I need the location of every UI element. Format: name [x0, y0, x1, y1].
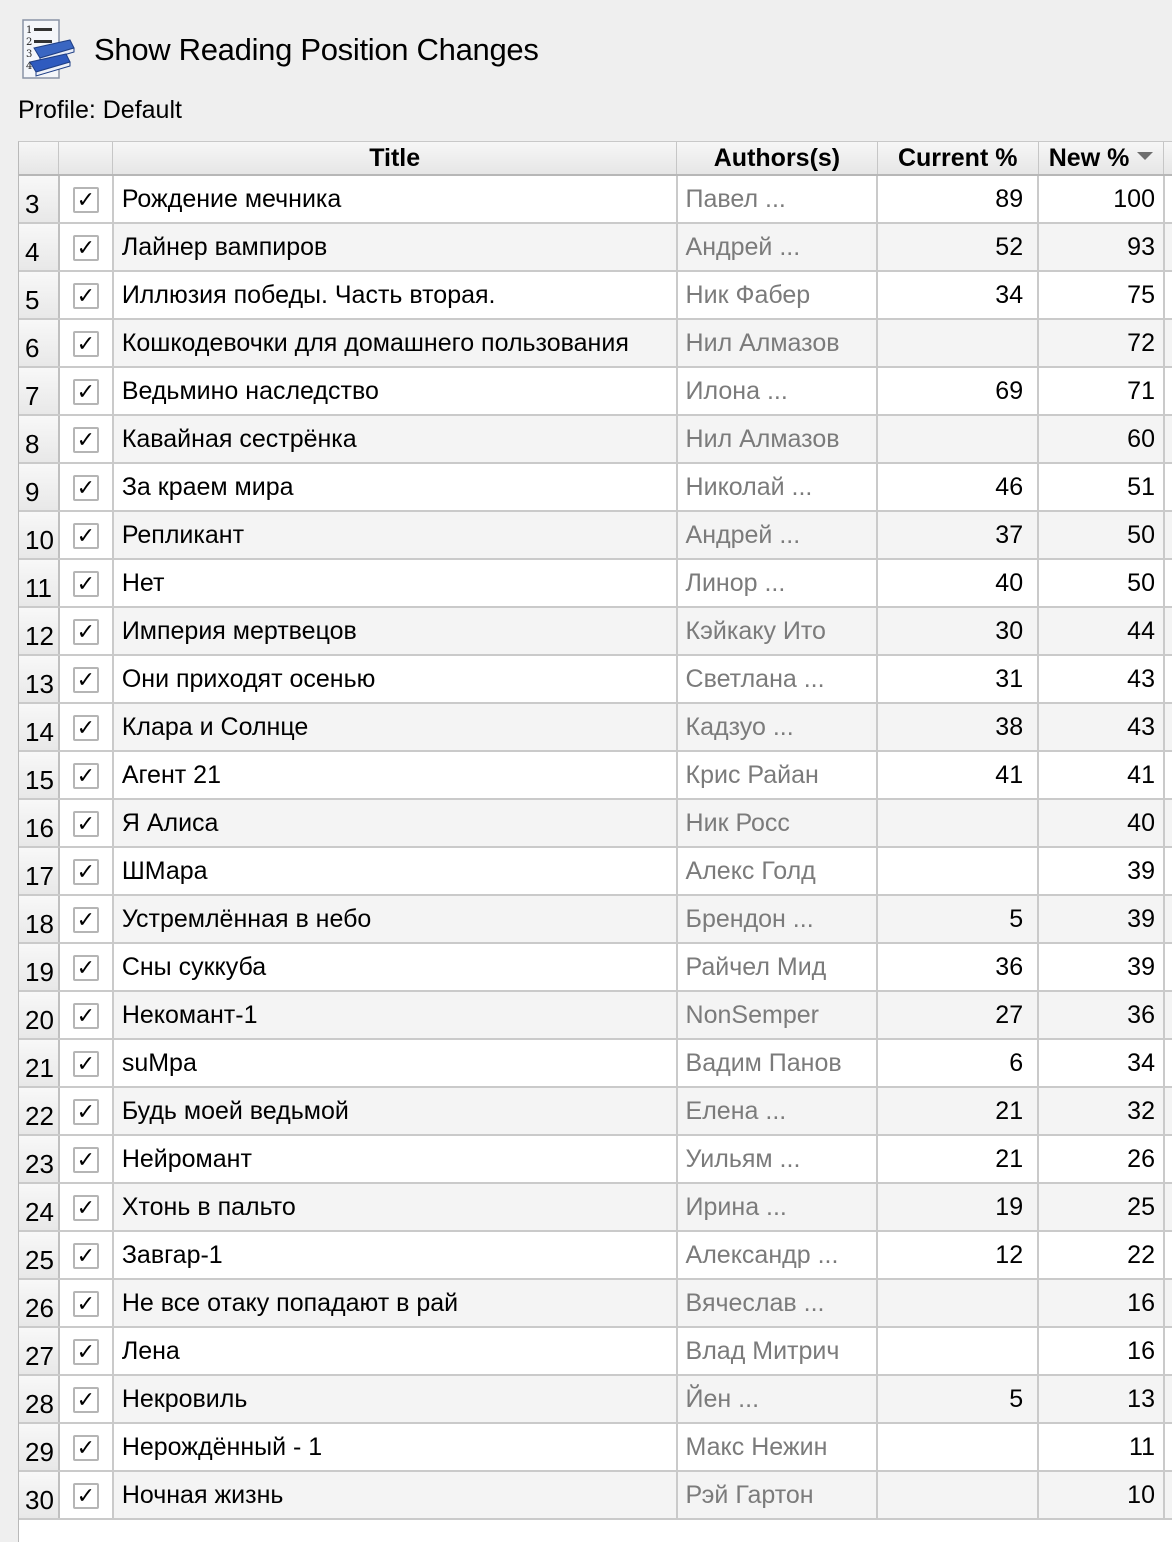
row-current-percent[interactable]: 5	[877, 895, 1038, 943]
row-title[interactable]: Нерождённый - 1	[113, 1423, 677, 1471]
row-title[interactable]: Завгар-1	[113, 1231, 677, 1279]
numbered-books-icon	[20, 18, 78, 82]
row-filler	[1164, 415, 1172, 463]
row-checkbox-cell[interactable]	[59, 1375, 113, 1423]
row-checkbox[interactable]: ✓	[73, 1195, 99, 1221]
row-new-percent[interactable]: 32	[1038, 1087, 1164, 1135]
row-current-percent[interactable]: 31	[877, 655, 1038, 703]
row-title[interactable]: Агент 21	[113, 751, 677, 799]
row-filler	[1164, 1471, 1172, 1519]
row-filler	[1164, 1375, 1172, 1423]
row-number[interactable]: 21	[19, 1039, 59, 1087]
row-new-percent[interactable]: 51	[1038, 463, 1164, 511]
row-author[interactable]: Макс Нежин	[677, 1423, 878, 1471]
row-checkbox[interactable]: ✓	[73, 1339, 99, 1365]
row-checkbox-cell[interactable]	[59, 1279, 113, 1327]
row-new-percent[interactable]: 26	[1038, 1135, 1164, 1183]
table-row[interactable]	[19, 367, 1172, 415]
column-header-check[interactable]	[59, 142, 113, 175]
row-number[interactable]: 16	[19, 799, 59, 847]
row-number[interactable]: 29	[19, 1423, 59, 1471]
row-checkbox-cell[interactable]	[59, 463, 113, 511]
row-filler	[1164, 1183, 1172, 1231]
row-filler	[1164, 1135, 1172, 1183]
row-checkbox[interactable]: ✓	[73, 1051, 99, 1077]
row-filler	[1164, 799, 1172, 847]
row-title[interactable]: Клара и Солнце	[113, 703, 677, 751]
column-header-current[interactable]: Current %	[877, 142, 1038, 175]
row-current-percent[interactable]: 27	[877, 991, 1038, 1039]
row-new-percent[interactable]: 25	[1038, 1183, 1164, 1231]
table-row[interactable]	[19, 1279, 1172, 1327]
row-current-percent[interactable]: 6	[877, 1039, 1038, 1087]
table-row[interactable]	[19, 847, 1172, 895]
row-current-percent[interactable]	[877, 1279, 1038, 1327]
row-checkbox-cell[interactable]	[59, 1135, 113, 1183]
dialog-title: Show Reading Position Changes	[94, 32, 539, 67]
row-current-percent[interactable]: 40	[877, 559, 1038, 607]
row-author[interactable]: Йен ...	[677, 1375, 878, 1423]
row-checkbox[interactable]: ✓	[73, 235, 99, 261]
row-filler	[1164, 1279, 1172, 1327]
table-row[interactable]	[19, 1039, 1172, 1087]
row-number[interactable]: 9	[19, 463, 59, 511]
row-author[interactable]: Кэйкаку Ито	[677, 607, 878, 655]
row-number[interactable]: 28	[19, 1375, 59, 1423]
row-author[interactable]: Николай ...	[677, 463, 878, 511]
row-number[interactable]: 15	[19, 751, 59, 799]
table-row[interactable]	[19, 175, 1172, 223]
row-current-percent[interactable]: 69	[877, 367, 1038, 415]
reading-position-table[interactable]	[18, 141, 1172, 1542]
row-author[interactable]: Александр ...	[677, 1231, 878, 1279]
row-author[interactable]: Илона ...	[677, 367, 878, 415]
row-number[interactable]: 24	[19, 1183, 59, 1231]
row-checkbox[interactable]: ✓	[73, 187, 99, 213]
row-new-percent[interactable]: 16	[1038, 1279, 1164, 1327]
row-current-percent[interactable]: 36	[877, 943, 1038, 991]
table-row[interactable]	[19, 1327, 1172, 1375]
row-checkbox-cell[interactable]	[59, 895, 113, 943]
table-row[interactable]	[19, 1183, 1172, 1231]
row-author[interactable]: Андрей ...	[677, 511, 878, 559]
row-title[interactable]: Они приходят осенью	[113, 655, 677, 703]
row-author[interactable]: Вадим Панов	[677, 1039, 878, 1087]
row-current-percent[interactable]: 34	[877, 271, 1038, 319]
row-author[interactable]: Кадзуо ...	[677, 703, 878, 751]
row-filler	[1164, 751, 1172, 799]
row-checkbox[interactable]: ✓	[73, 571, 99, 597]
table-header-row	[19, 142, 1172, 175]
row-number[interactable]: 18	[19, 895, 59, 943]
row-current-percent[interactable]: 52	[877, 223, 1038, 271]
row-author[interactable]: NonSemper	[677, 991, 878, 1039]
row-new-percent[interactable]: 39	[1038, 895, 1164, 943]
row-checkbox-cell[interactable]	[59, 751, 113, 799]
row-current-percent[interactable]: 12	[877, 1231, 1038, 1279]
svg-text:4: 4	[26, 61, 33, 72]
profile-label: Profile: Default	[18, 96, 182, 124]
row-checkbox-cell[interactable]	[59, 1087, 113, 1135]
row-number[interactable]: 6	[19, 319, 59, 367]
row-checkbox-cell[interactable]	[59, 271, 113, 319]
row-title[interactable]: За краем мира	[113, 463, 677, 511]
row-checkbox[interactable]: ✓	[73, 331, 99, 357]
table-row[interactable]	[19, 1423, 1172, 1471]
row-new-percent[interactable]: 16	[1038, 1327, 1164, 1375]
row-title[interactable]: suMpa	[113, 1039, 677, 1087]
row-checkbox-cell[interactable]	[59, 799, 113, 847]
table-row[interactable]	[19, 1231, 1172, 1279]
row-number[interactable]: 17	[19, 847, 59, 895]
column-header-new-label: New %	[1048, 143, 1130, 172]
row-checkbox[interactable]: ✓	[73, 1099, 99, 1125]
row-number[interactable]: 7	[19, 367, 59, 415]
row-current-percent[interactable]	[877, 1327, 1038, 1375]
row-current-percent[interactable]: 89	[877, 175, 1038, 223]
row-filler	[1164, 319, 1172, 367]
row-author[interactable]: Вячеслав ...	[677, 1279, 878, 1327]
row-author[interactable]: Нил Алмазов	[677, 319, 878, 367]
row-current-percent[interactable]: 37	[877, 511, 1038, 559]
row-filler	[1164, 367, 1172, 415]
row-number[interactable]: 8	[19, 415, 59, 463]
table-row[interactable]	[19, 319, 1172, 367]
row-new-percent[interactable]: 10	[1038, 1471, 1164, 1519]
row-filler	[1164, 559, 1172, 607]
sort-descending-icon	[1137, 152, 1153, 160]
row-current-percent[interactable]: 5	[877, 1375, 1038, 1423]
row-checkbox-cell[interactable]	[59, 991, 113, 1039]
row-new-percent[interactable]: 50	[1038, 559, 1164, 607]
row-checkbox[interactable]: ✓	[73, 1483, 99, 1509]
row-checkbox[interactable]: ✓	[73, 427, 99, 453]
svg-text:1: 1	[26, 25, 33, 36]
row-title[interactable]: Некомант-1	[113, 991, 677, 1039]
row-filler	[1164, 271, 1172, 319]
table-row[interactable]	[19, 703, 1172, 751]
row-current-percent[interactable]	[877, 415, 1038, 463]
row-number[interactable]: 20	[19, 991, 59, 1039]
row-new-percent[interactable]: 22	[1038, 1231, 1164, 1279]
table-row[interactable]	[19, 559, 1172, 607]
row-filler	[1164, 1039, 1172, 1087]
row-filler	[1164, 991, 1172, 1039]
row-author[interactable]: Андрей ...	[677, 223, 878, 271]
row-checkbox[interactable]: ✓	[73, 715, 99, 741]
row-title[interactable]: Не все отаку попадают в рай	[113, 1279, 677, 1327]
row-filler	[1164, 1423, 1172, 1471]
table-row[interactable]	[19, 943, 1172, 991]
row-number[interactable]: 13	[19, 655, 59, 703]
table-row[interactable]	[19, 799, 1172, 847]
row-checkbox[interactable]: ✓	[73, 1147, 99, 1173]
row-checkbox[interactable]: ✓	[73, 1435, 99, 1461]
table-row[interactable]	[19, 991, 1172, 1039]
row-checkbox[interactable]: ✓	[73, 1003, 99, 1029]
row-new-percent[interactable]: 40	[1038, 799, 1164, 847]
row-checkbox[interactable]: ✓	[73, 283, 99, 309]
row-title[interactable]: Сны суккуба	[113, 943, 677, 991]
row-title[interactable]: Я Алиса	[113, 799, 677, 847]
row-checkbox-cell[interactable]	[59, 607, 113, 655]
row-checkbox[interactable]: ✓	[73, 907, 99, 933]
row-author[interactable]: Ирина ...	[677, 1183, 878, 1231]
row-checkbox-cell[interactable]	[59, 1039, 113, 1087]
row-checkbox-cell[interactable]	[59, 319, 113, 367]
row-title[interactable]: Иллюзия победы. Часть вторая.	[113, 271, 677, 319]
row-title[interactable]: Некровиль	[113, 1375, 677, 1423]
row-current-percent[interactable]: 21	[877, 1135, 1038, 1183]
row-current-percent[interactable]: 38	[877, 703, 1038, 751]
table-row[interactable]	[19, 607, 1172, 655]
row-checkbox-cell[interactable]	[59, 847, 113, 895]
row-checkbox[interactable]: ✓	[73, 619, 99, 645]
column-header-filler	[1164, 142, 1172, 175]
row-title[interactable]: Нейромант	[113, 1135, 677, 1183]
row-title[interactable]: Хтонь в пальто	[113, 1183, 677, 1231]
row-current-percent[interactable]: 46	[877, 463, 1038, 511]
row-author[interactable]: Павел ...	[677, 175, 878, 223]
row-title[interactable]: Кошкодевочки для домашнего пользования	[113, 319, 677, 367]
row-author[interactable]: Брендон ...	[677, 895, 878, 943]
row-filler	[1164, 655, 1172, 703]
row-new-percent[interactable]: 39	[1038, 943, 1164, 991]
row-author[interactable]: Крис Райан	[677, 751, 878, 799]
row-filler	[1164, 703, 1172, 751]
row-title[interactable]: Лена	[113, 1327, 677, 1375]
row-checkbox[interactable]: ✓	[73, 763, 99, 789]
row-checkbox[interactable]: ✓	[73, 523, 99, 549]
row-checkbox[interactable]: ✓	[73, 475, 99, 501]
table-row[interactable]	[19, 415, 1172, 463]
table-row[interactable]	[19, 271, 1172, 319]
row-checkbox[interactable]: ✓	[73, 955, 99, 981]
row-checkbox[interactable]: ✓	[73, 379, 99, 405]
column-header-new[interactable]	[1038, 142, 1164, 175]
row-author[interactable]: Линор ...	[677, 559, 878, 607]
svg-text:2: 2	[26, 37, 33, 48]
row-author[interactable]: Райчел Мид	[677, 943, 878, 991]
row-new-percent[interactable]: 34	[1038, 1039, 1164, 1087]
row-current-percent[interactable]: 30	[877, 607, 1038, 655]
row-checkbox-cell[interactable]	[59, 1231, 113, 1279]
row-filler	[1164, 1231, 1172, 1279]
row-author[interactable]: Влад Митрич	[677, 1327, 878, 1375]
row-filler	[1164, 511, 1172, 559]
row-current-percent[interactable]	[877, 1471, 1038, 1519]
row-new-percent[interactable]: 93	[1038, 223, 1164, 271]
row-title[interactable]: Устремлённая в небо	[113, 895, 677, 943]
table-row[interactable]	[19, 751, 1172, 799]
row-title[interactable]: Нет	[113, 559, 677, 607]
row-filler	[1164, 1327, 1172, 1375]
row-new-percent[interactable]: 11	[1038, 1423, 1164, 1471]
row-new-percent[interactable]: 100	[1038, 175, 1164, 223]
table-row[interactable]	[19, 1471, 1172, 1519]
row-title[interactable]: Рождение мечника	[113, 175, 677, 223]
row-checkbox-cell[interactable]	[59, 1183, 113, 1231]
table-row[interactable]	[19, 895, 1172, 943]
row-number[interactable]: 5	[19, 271, 59, 319]
row-author[interactable]: Нил Алмазов	[677, 415, 878, 463]
dialog-header	[20, 18, 539, 82]
row-new-percent[interactable]: 39	[1038, 847, 1164, 895]
row-title[interactable]: Ведьмино наследство	[113, 367, 677, 415]
row-checkbox-cell[interactable]	[59, 175, 113, 223]
row-number[interactable]: 30	[19, 1471, 59, 1519]
row-author[interactable]: Ник Фабер	[677, 271, 878, 319]
row-author[interactable]: Алекс Голд	[677, 847, 878, 895]
table-row[interactable]	[19, 463, 1172, 511]
table-row[interactable]	[19, 1375, 1172, 1423]
table-row[interactable]	[19, 223, 1172, 271]
table-row[interactable]	[19, 511, 1172, 559]
column-header-rownum	[19, 142, 59, 175]
row-checkbox[interactable]: ✓	[73, 1243, 99, 1269]
row-current-percent[interactable]	[877, 847, 1038, 895]
row-checkbox-cell[interactable]	[59, 943, 113, 991]
row-author[interactable]: Светлана ...	[677, 655, 878, 703]
table-row[interactable]	[19, 655, 1172, 703]
row-filler	[1164, 1087, 1172, 1135]
table-row[interactable]	[19, 1087, 1172, 1135]
row-new-percent[interactable]: 43	[1038, 655, 1164, 703]
row-number[interactable]: 22	[19, 1087, 59, 1135]
row-filler	[1164, 847, 1172, 895]
row-current-percent[interactable]	[877, 1423, 1038, 1471]
row-new-percent[interactable]: 43	[1038, 703, 1164, 751]
row-current-percent[interactable]: 21	[877, 1087, 1038, 1135]
svg-text:3: 3	[26, 49, 33, 60]
row-title[interactable]: Лайнер вампиров	[113, 223, 677, 271]
row-title[interactable]: Империя мертвецов	[113, 607, 677, 655]
table-row[interactable]	[19, 1135, 1172, 1183]
row-number[interactable]: 12	[19, 607, 59, 655]
row-number[interactable]: 11	[19, 559, 59, 607]
row-author[interactable]: Елена ...	[677, 1087, 878, 1135]
row-author[interactable]: Рэй Гартон	[677, 1471, 878, 1519]
row-new-percent[interactable]: 71	[1038, 367, 1164, 415]
row-number[interactable]: 23	[19, 1135, 59, 1183]
row-number[interactable]: 25	[19, 1231, 59, 1279]
row-number[interactable]: 19	[19, 943, 59, 991]
row-number[interactable]: 27	[19, 1327, 59, 1375]
row-title[interactable]: Ночная жизнь	[113, 1471, 677, 1519]
row-checkbox-cell[interactable]	[59, 415, 113, 463]
row-filler	[1164, 607, 1172, 655]
row-number[interactable]: 3	[19, 175, 59, 223]
row-current-percent[interactable]	[877, 319, 1038, 367]
row-checkbox-cell[interactable]	[59, 1423, 113, 1471]
row-filler	[1164, 175, 1172, 223]
row-title[interactable]: Репликант	[113, 511, 677, 559]
row-checkbox-cell[interactable]	[59, 511, 113, 559]
row-current-percent[interactable]: 19	[877, 1183, 1038, 1231]
row-checkbox-cell[interactable]	[59, 223, 113, 271]
row-checkbox-cell[interactable]	[59, 703, 113, 751]
row-checkbox[interactable]: ✓	[73, 1291, 99, 1317]
row-number[interactable]: 4	[19, 223, 59, 271]
row-title[interactable]: ШМара	[113, 847, 677, 895]
row-filler	[1164, 223, 1172, 271]
row-new-percent[interactable]: 13	[1038, 1375, 1164, 1423]
column-header-authors[interactable]: Authors(s)	[677, 142, 878, 175]
row-filler	[1164, 943, 1172, 991]
column-header-title[interactable]: Title	[113, 142, 677, 175]
row-filler	[1164, 463, 1172, 511]
row-title[interactable]: Кавайная сестрёнка	[113, 415, 677, 463]
row-checkbox-cell[interactable]	[59, 367, 113, 415]
row-checkbox[interactable]: ✓	[73, 667, 99, 693]
row-checkbox[interactable]: ✓	[73, 859, 99, 885]
row-number[interactable]: 14	[19, 703, 59, 751]
row-new-percent[interactable]: 50	[1038, 511, 1164, 559]
row-new-percent[interactable]: 41	[1038, 751, 1164, 799]
row-checkbox-cell[interactable]	[59, 1327, 113, 1375]
row-current-percent[interactable]: 41	[877, 751, 1038, 799]
row-checkbox-cell[interactable]	[59, 1471, 113, 1519]
row-current-percent[interactable]	[877, 799, 1038, 847]
row-new-percent[interactable]: 36	[1038, 991, 1164, 1039]
row-checkbox-cell[interactable]	[59, 559, 113, 607]
row-new-percent[interactable]: 72	[1038, 319, 1164, 367]
row-new-percent[interactable]: 75	[1038, 271, 1164, 319]
row-new-percent[interactable]: 44	[1038, 607, 1164, 655]
row-author[interactable]: Ник Росс	[677, 799, 878, 847]
row-new-percent[interactable]: 60	[1038, 415, 1164, 463]
row-checkbox[interactable]: ✓	[73, 1387, 99, 1413]
row-author[interactable]: Уильям ...	[677, 1135, 878, 1183]
row-filler	[1164, 895, 1172, 943]
row-checkbox[interactable]: ✓	[73, 811, 99, 837]
row-number[interactable]: 26	[19, 1279, 59, 1327]
row-checkbox-cell[interactable]	[59, 655, 113, 703]
row-number[interactable]: 10	[19, 511, 59, 559]
row-title[interactable]: Будь моей ведьмой	[113, 1087, 677, 1135]
